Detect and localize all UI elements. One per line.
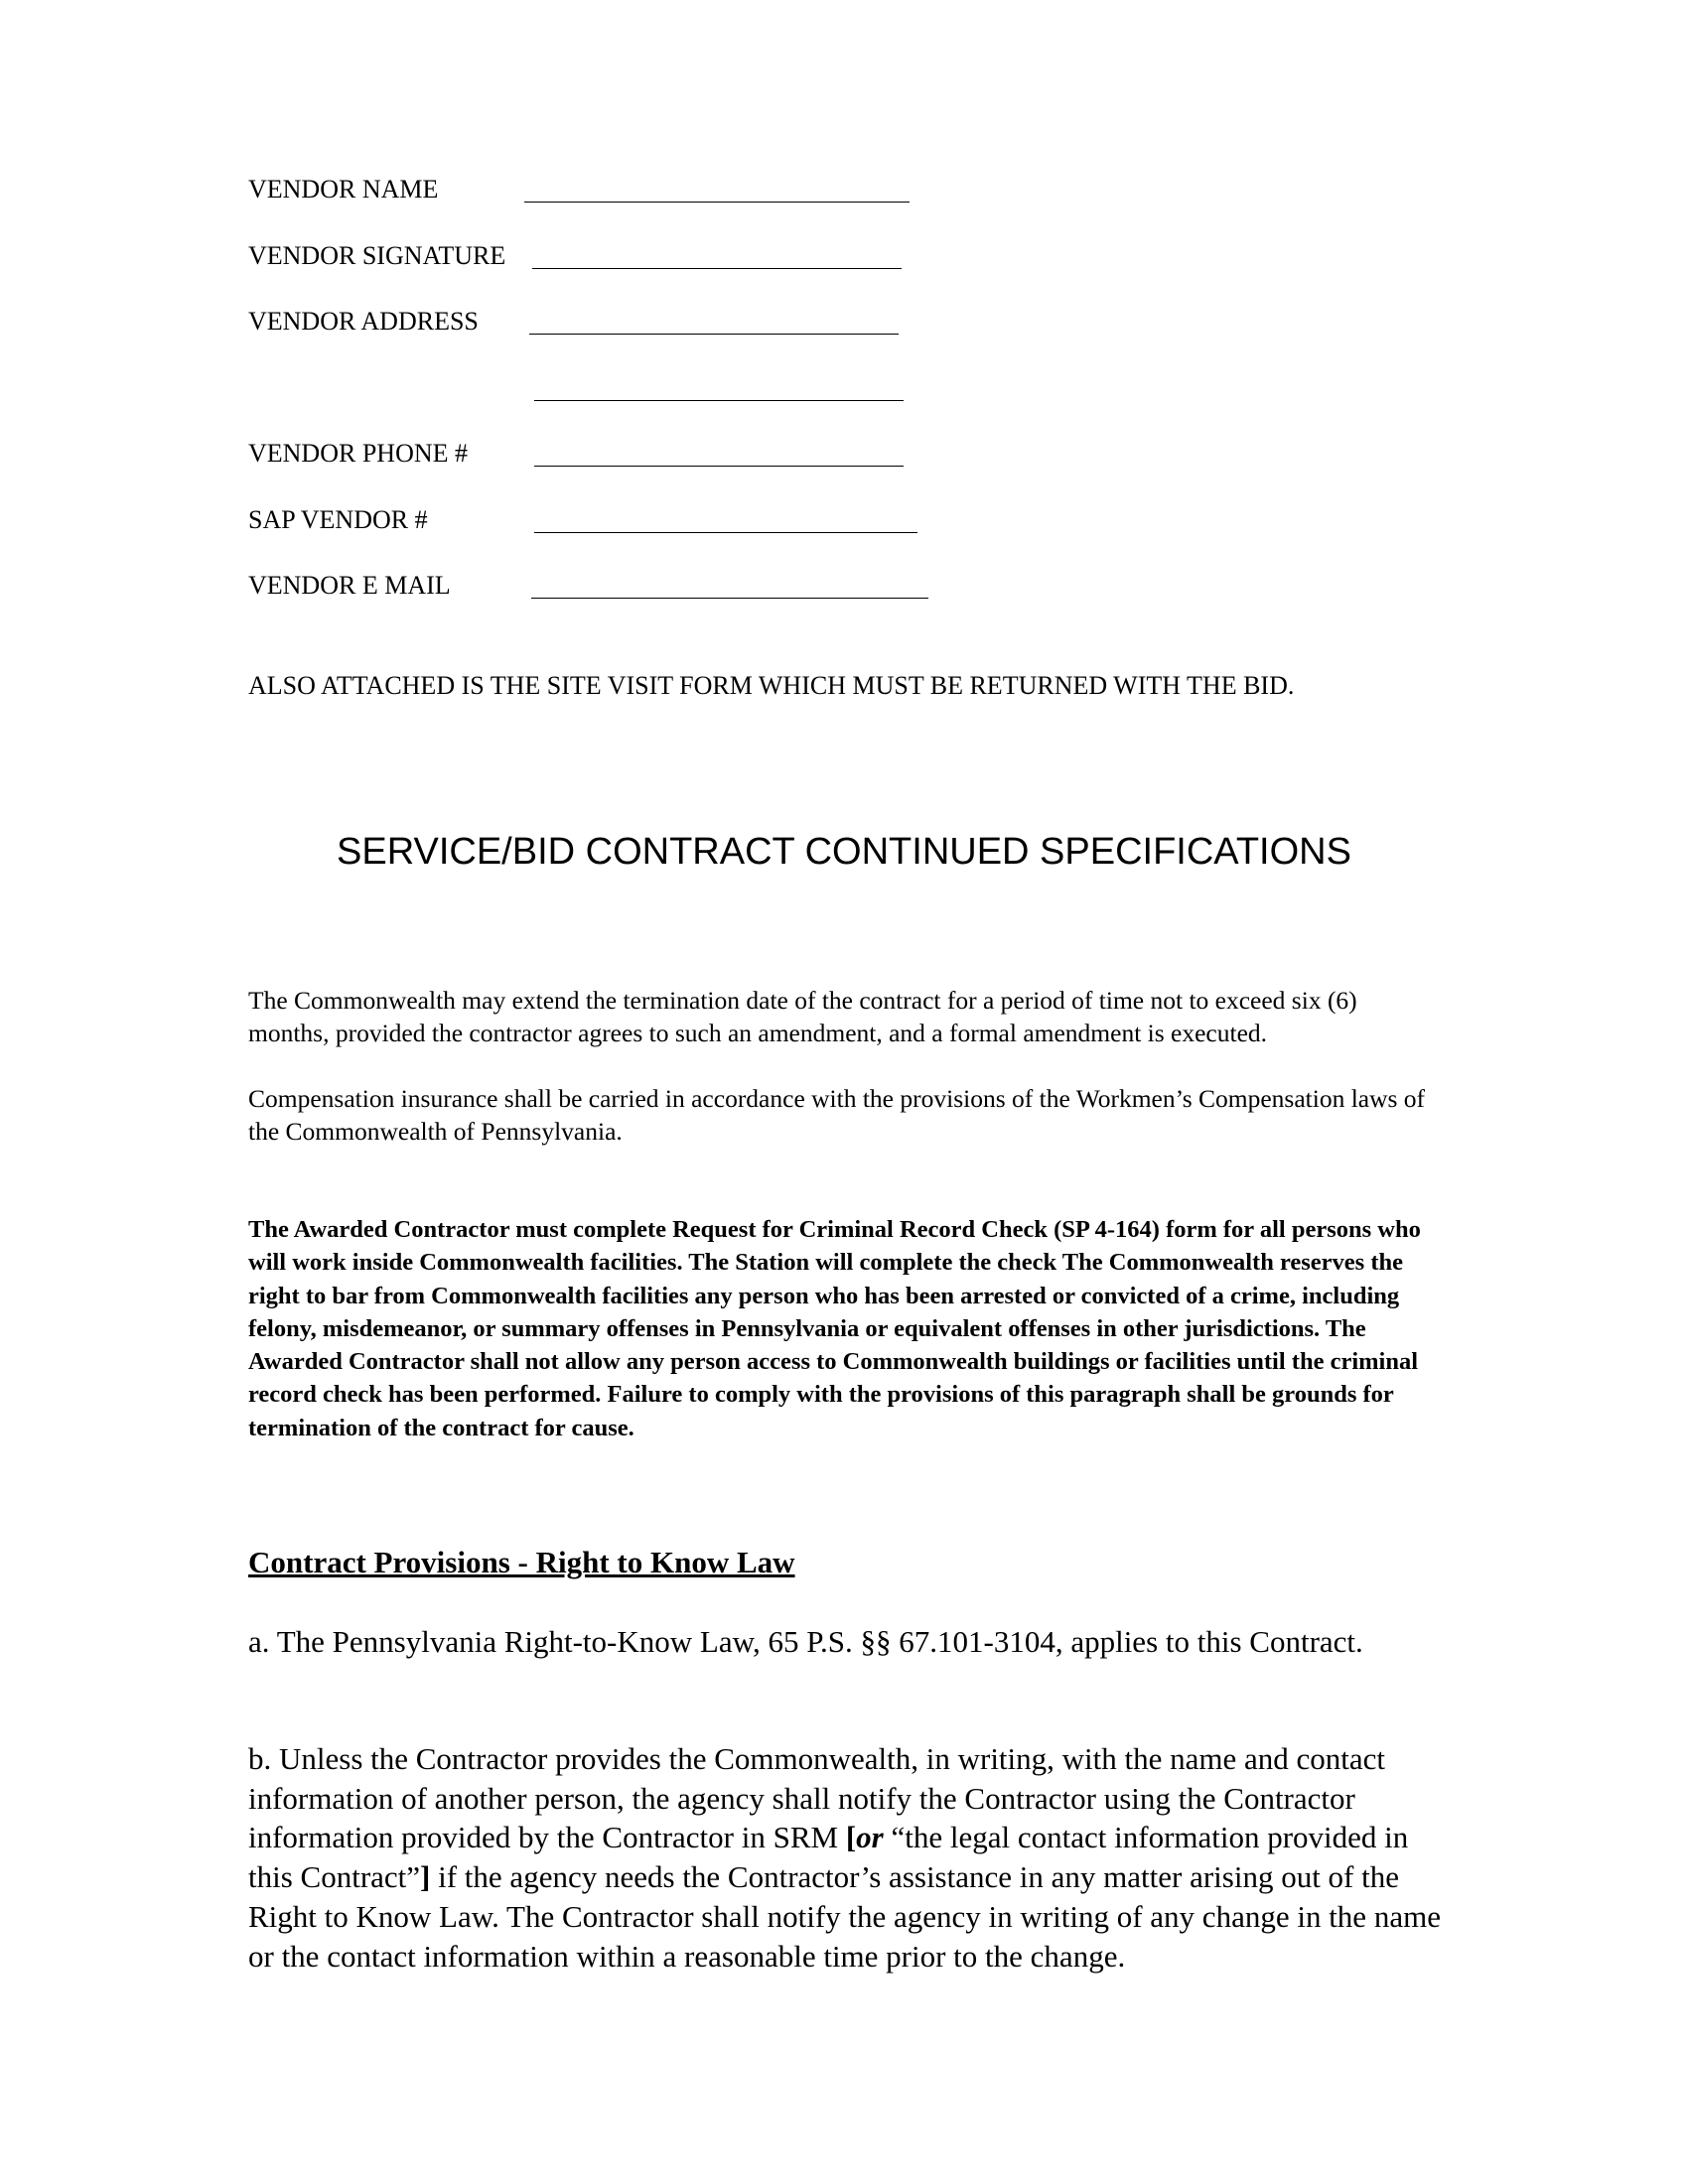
vendor-phone-blank[interactable]: [534, 438, 904, 467]
vendor-address-blank-line-2[interactable]: [534, 372, 904, 401]
vendor-name-label: VENDOR NAME: [248, 175, 439, 204]
item-b-text-1: b. Unless the Contractor provides the Commonwealth, in writing, with the name and contact information of another person, the agency shall notify the Contractor using the Contractor information provided by the Contractor in SRM: [248, 1741, 1386, 1855]
item-b-or: or: [856, 1820, 884, 1855]
vendor-address-blank-line-1[interactable]: [529, 306, 899, 335]
right-to-know-item-b: [248, 1739, 1460, 1976]
item-b-text-2: if the agency needs the Contractor’s assistance in any matter arising out of the Right to Know Law. The Contractor shall notify the agency in writing of any change in the name or the contact information within a reasonable time prior to the change.: [248, 1859, 1441, 1974]
vendor-email-label: VENDOR E MAIL: [248, 571, 451, 600]
right-to-know-item-a: a. The Pennsylvania Right-to-Know Law, 65 P.S. §§ 67.101-3104, applies to this Contract.: [248, 1624, 1363, 1659]
vendor-phone-label: VENDOR PHONE #: [248, 439, 468, 468]
item-b-bracket-open: [: [845, 1820, 857, 1855]
item-b-bracket-close: ]: [420, 1859, 431, 1895]
sap-vendor-blank[interactable]: [534, 504, 917, 533]
section-title: SERVICE/BID CONTRACT CONTINUED SPECIFICATIONS: [337, 831, 1351, 873]
item-b-quote: “the legal contact information provided in this Contract”: [248, 1820, 1409, 1895]
extension-paragraph: The Commonwealth may extend the termination date of the contract for a period of time not to exceed six (6) months, provided the contractor agrees to such an amendment, and a formal amendment is executed.: [248, 986, 1357, 1047]
sap-vendor-label: SAP VENDOR #: [248, 505, 428, 534]
vendor-name-blank[interactable]: [524, 174, 910, 203]
vendor-address-label: VENDOR ADDRESS: [248, 307, 479, 336]
criminal-check-paragraph: The Awarded Contractor must complete Request for Criminal Record Check (SP 4-164) form for all persons who will work inside Commonwealth facilities. The Station will complete the check The Commonwealth reserves the right to bar from Commonwealth facilities any person who has been arrested or convicted of a crime, including felony, misdemeanor, or summary offenses in Pennsylvania or equivalent offenses in other jurisdictions. The Awarded Contractor shall not allow any person access to Commonwealth buildings or facilities until the criminal record check has been performed. Failure to comply with the provisions of this paragraph shall be grounds for termination of the contract for cause.: [248, 1216, 1421, 1441]
vendor-email-blank[interactable]: [531, 570, 928, 599]
attached-note: ALSO ATTACHED IS THE SITE VISIT FORM WHICH MUST BE RETURNED WITH THE BID.: [248, 671, 1295, 700]
vendor-signature-blank[interactable]: [532, 240, 902, 269]
vendor-signature-label: VENDOR SIGNATURE: [248, 241, 506, 270]
compensation-paragraph: Compensation insurance shall be carried in accordance with the provisions of the Workmen’s Compensation laws of the Commonwealth of Pennsylvania.: [248, 1084, 1426, 1146]
right-to-know-heading: Contract Provisions - Right to Know Law: [248, 1545, 795, 1579]
